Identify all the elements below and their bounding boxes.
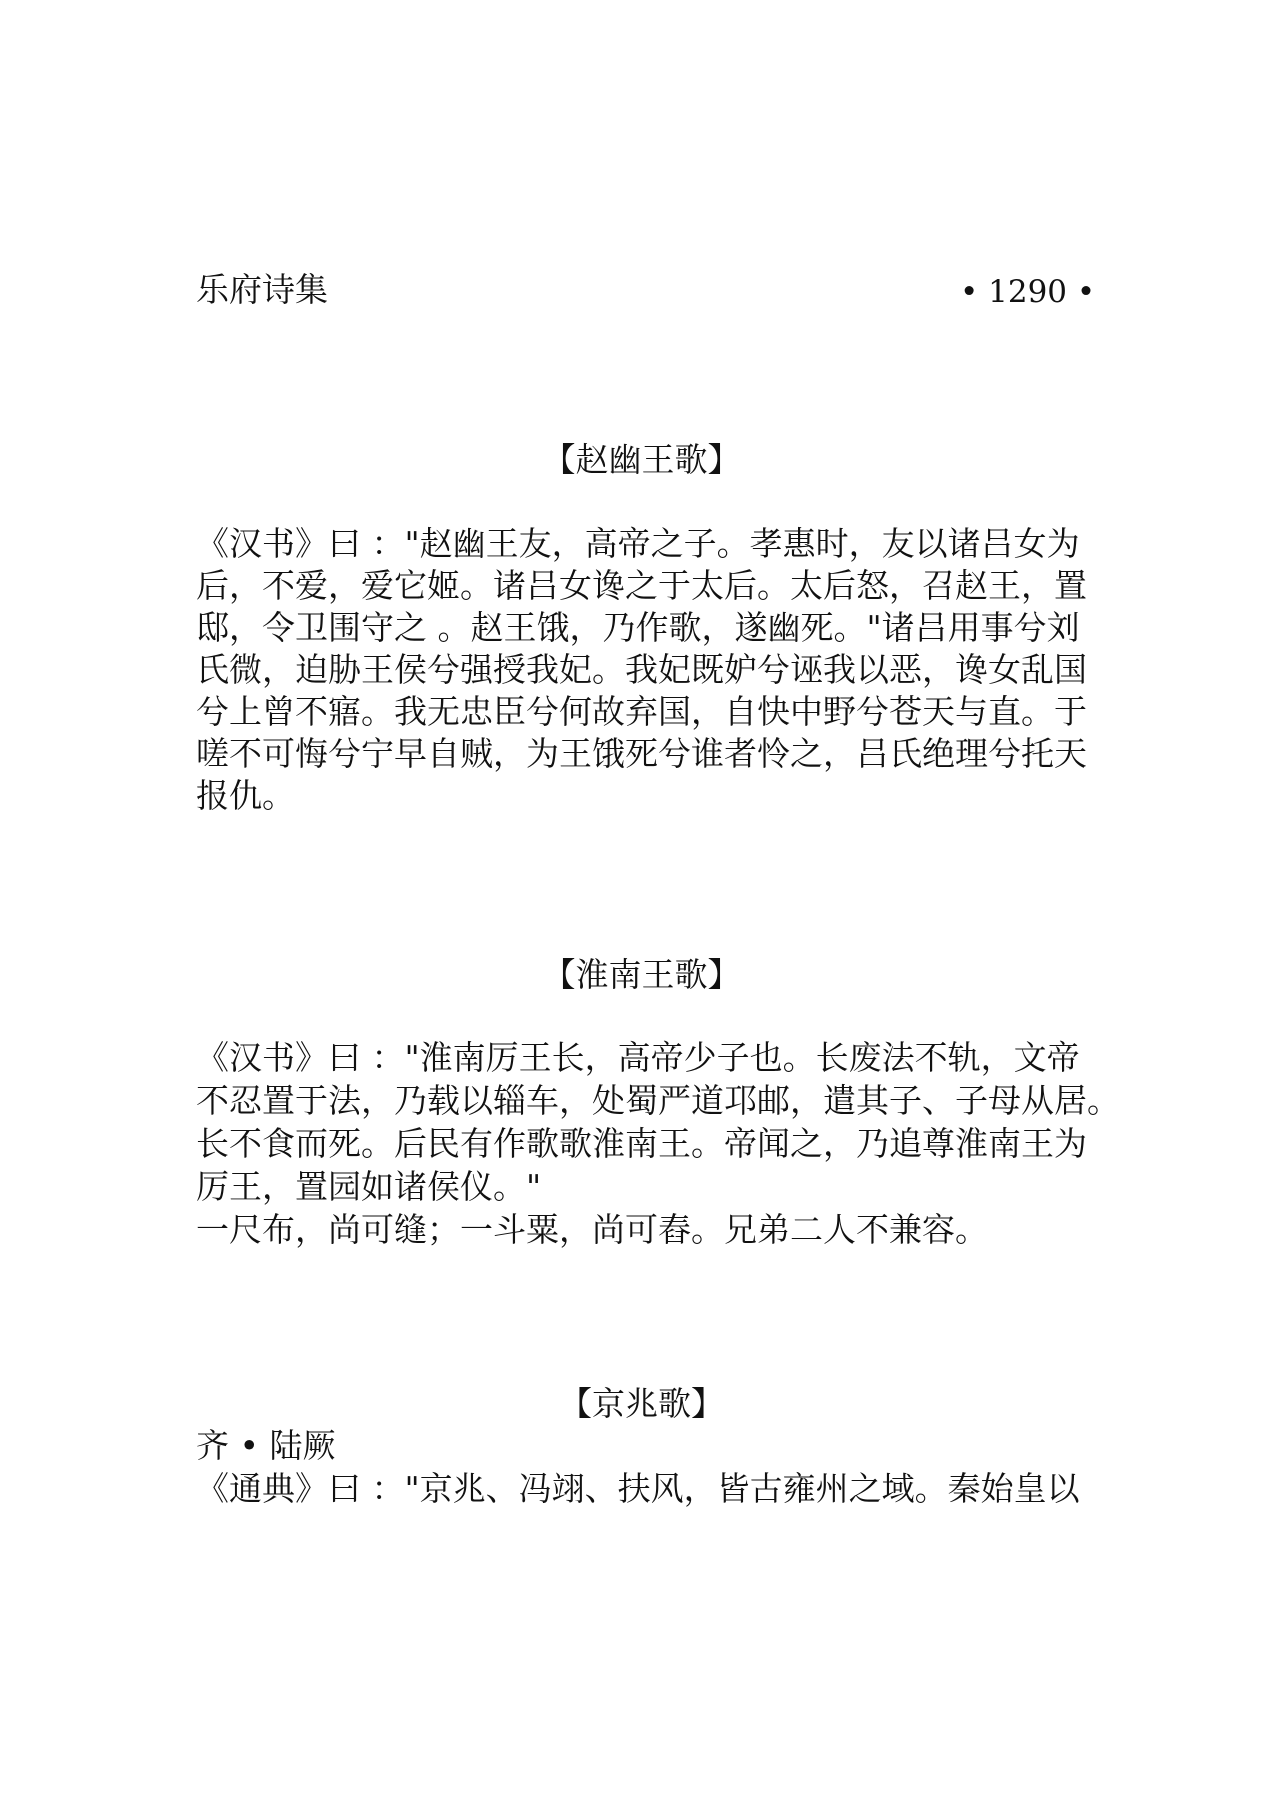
author-line: 齐 • 陆厥 xyxy=(196,1426,336,1465)
text-line: 《汉书》曰 ："赵幽王友，高帝之子。孝惠时，友以诸吕女为 xyxy=(196,524,1080,563)
text-line: 嗟不可悔兮宁早自贼，为王饿死兮谁者怜之，吕氏绝理兮托天 xyxy=(196,734,1087,773)
text-line: 长不食而死。后民有作歌歌淮南王。帝闻之，乃追尊淮南王为 xyxy=(196,1124,1087,1163)
text-line: 邸，令卫围守之 。赵王饿，乃作歌，遂幽死。"诸吕用事兮刘 xyxy=(196,608,1080,647)
text-line: 后，不爱，爱它姬。诸吕女谗之于太后。太后怒，召赵王，置 xyxy=(196,566,1087,605)
text-line: 兮上曾不寤。我无忠臣兮何故弃国，自快中野兮苍天与直。于 xyxy=(196,692,1087,731)
text-line: 氏微，迫胁王侯兮强授我妃。我妃既妒兮诬我以恶，谗女乱国 xyxy=(196,650,1087,689)
text-line: 《通典》曰 ："京兆、冯翊、扶风，皆古雍州之域。秦始皇以 xyxy=(196,1469,1080,1508)
text-line: 厉王，置园如诸侯仪。" xyxy=(196,1167,542,1206)
section-title: 【赵幽王歌】 xyxy=(542,440,741,479)
text-line: 一尺布，尚可缝；一斗粟，尚可舂。兄弟二人不兼容。 xyxy=(196,1210,988,1249)
section-title: 【京兆歌】 xyxy=(559,1384,724,1423)
text-line: 不忍置于法，乃载以辎车，处蜀严道邛邮，遣其子、子母从居。 xyxy=(196,1081,1120,1120)
text-line: 《汉书》曰 ："淮南厉王长，高帝少子也。长废法不轨，文帝 xyxy=(196,1038,1080,1077)
text-line: 报仇。 xyxy=(196,776,295,815)
section-title: 【淮南王歌】 xyxy=(542,955,741,994)
page-number: • 1290 • xyxy=(960,274,1096,310)
book-title: 乐府诗集 xyxy=(196,270,328,309)
